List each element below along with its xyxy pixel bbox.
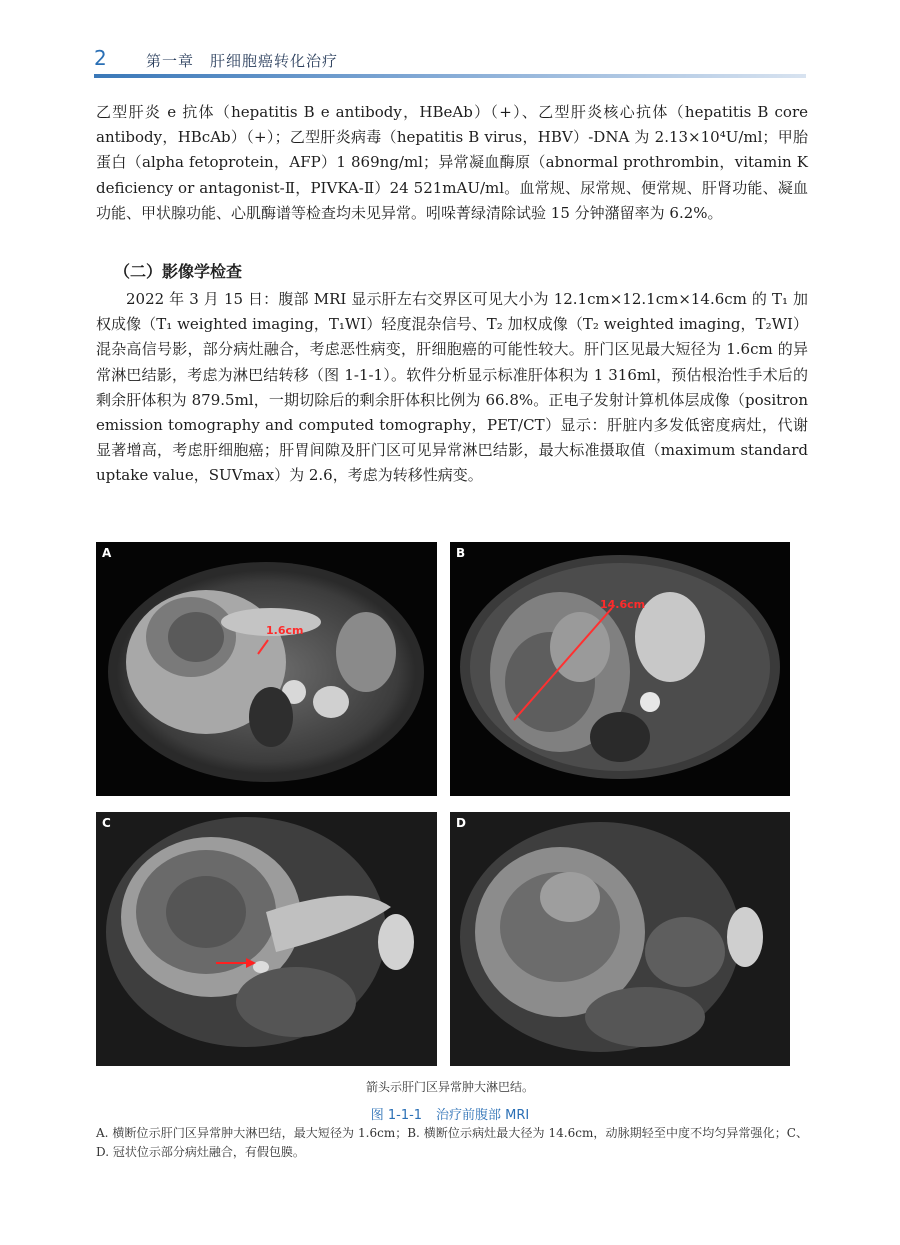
mri-panel-a	[96, 542, 437, 796]
page-header	[94, 42, 806, 82]
figure-note: 箭头示肝门区异常肿大淋巴结。	[365, 1080, 534, 1094]
panel-label-a: A	[102, 546, 112, 560]
mri-panel-b	[450, 542, 790, 796]
figure-number: 图 1-1-1	[370, 1108, 423, 1123]
measurement-label-b: 14.6cm	[600, 598, 646, 611]
figure-caption	[0, 1104, 900, 1123]
page-number: 2	[94, 46, 107, 70]
lab-results-paragraph	[96, 100, 808, 226]
chapter-title: 第一章 肝细胞癌转化治疗	[146, 52, 339, 70]
header-rule	[94, 74, 806, 78]
figure-title: 治疗前腹部 MRI	[436, 1108, 530, 1123]
panel-label-b: B	[456, 546, 466, 560]
imaging-paragraph	[96, 287, 808, 489]
mri-coronal-image-d	[450, 812, 790, 1066]
paragraph-1: 乙型肝炎 e 抗体（hepatitis B e antibody，HBeAb）（+）、乙型肝炎核心抗体（hepatitis B core antibody，HBcAb）（+）；乙型肝炎病毒（hepatitis B virus，HBV）-DNA 为 2.13×10⁴U/ml；甲胎蛋白（alpha fetoprotein，AFP）1 869ng/ml；异常凝血酶原（abnormal prothrombin，vitamin K deficiency or antagonist-Ⅱ，PIVKA-Ⅱ）24 521mAU/ml。血常规、尿常规、便常规、肝肾功能、凝血功能、甲状腺功能、心肌酶谱等检查均未见异常。吲哚菁绿清除试验 15 分钟潴留率为 6.2%。	[96, 103, 808, 222]
mri-panel-c	[96, 812, 437, 1066]
mri-axial-image-a	[96, 542, 437, 796]
mri-axial-image-b	[450, 542, 790, 796]
section-heading: （二）影像学检查	[114, 262, 243, 281]
mri-panel-d	[450, 812, 790, 1066]
paragraph-2: 2022 年 3 月 15 日：腹部 MRI 显示肝左右交界区可见大小为 12.1cm×12.1cm×14.6cm 的 T₁ 加权成像（T₁ weighted imaging，T₁WI）轻度混杂信号、T₂ 加权成像（T₂ weighted imaging，T₂WI）混杂高信号影，部分病灶融合，考虑恶性病变，肝细胞癌的可能性较大。肝门区见最大短径为 1.6cm 的异常淋巴结影，考虑为淋巴结转移（图 1-1-1）。软件分析显示标准肝体积为 1 316ml，预估根治性手术后的剩余肝体积为 879.5ml，一期切除后的剩余肝体积比例为 66.8%。正电子发射计算机体层成像（positron emission tomography and computed tomography，PET/CT）显示：肝脏内多发低密度病灶，代谢显著增高，考虑肝细胞癌；肝胃间隙及肝门区可见异常淋巴结影，最大标准摄取值（maximum standard uptake value，SUVmax）为 2.6，考虑为转移性病变。	[96, 290, 808, 485]
measurement-label-a: 1.6cm	[266, 624, 304, 637]
panel-label-c: C	[102, 816, 111, 830]
panel-label-d: D	[456, 816, 466, 830]
mri-coronal-image-c	[96, 812, 437, 1066]
figure-legend: A. 横断位示肝门区异常肿大淋巴结，最大短径为 1.6cm；B. 横断位示病灶最大径为 14.6cm，动脉期轻至中度不均匀异常强化；C、D. 冠状位示部分病灶融合，有假包膜。	[96, 1126, 808, 1159]
